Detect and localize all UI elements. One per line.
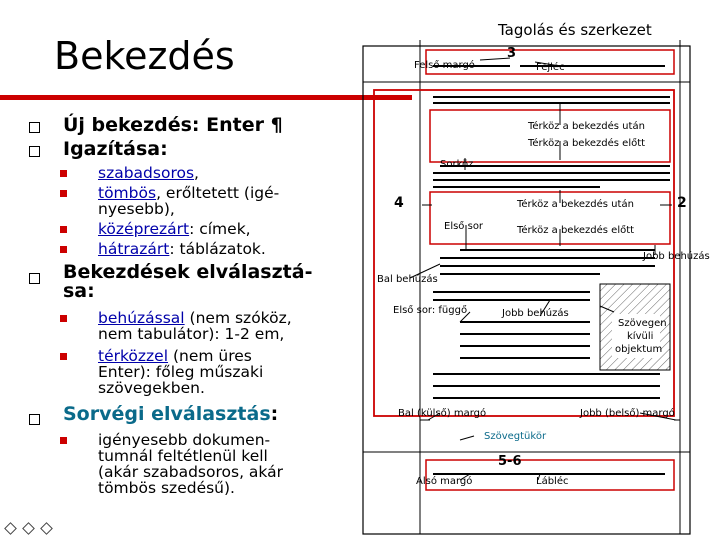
highlighted-term: hátrazárt bbox=[98, 240, 170, 258]
text-segment: , erőltetett (igé- bbox=[156, 184, 280, 202]
label-number-3: 3 bbox=[507, 46, 517, 61]
label-footer: Lábléc bbox=[536, 476, 569, 487]
text-segment: Bekezdések elválasztá- bbox=[63, 261, 313, 283]
highlighted-term: térközzel bbox=[98, 347, 169, 365]
text-segment: nyesebb), bbox=[98, 200, 175, 218]
label-left-margin: Bal (külső) margó bbox=[398, 408, 487, 419]
label-right-indent-2: Jobb behúzás bbox=[502, 308, 569, 319]
text-segment: (nem üres bbox=[168, 347, 252, 365]
text-segment: igényesebb dokumen- bbox=[98, 431, 271, 449]
text-segment: (akár szabadsoros, akár bbox=[98, 463, 284, 481]
text-segment: : táblázatok. bbox=[169, 240, 266, 258]
label-text-body: Szövegtükör bbox=[484, 431, 547, 442]
label-header: Fejléc bbox=[536, 62, 565, 73]
text-segment: Enter): főleg műszaki bbox=[98, 363, 264, 381]
highlighted-term: Sorvégi elválasztás bbox=[63, 403, 271, 425]
label-left-indent: Bal behúzás bbox=[377, 274, 438, 285]
label-external-object-1: Szövegen bbox=[618, 318, 667, 329]
text-segment: (nem szóköz, bbox=[184, 309, 292, 327]
text-segment: Igazítása: bbox=[63, 138, 168, 160]
spacing-box-1 bbox=[430, 110, 670, 162]
highlighted-term: középrezárt bbox=[98, 220, 190, 238]
label-bottom-margin: Alsó margó bbox=[416, 476, 473, 487]
text-segment: szövegekben. bbox=[98, 379, 205, 397]
label-right-indent-1: Jobb behúzás bbox=[643, 251, 710, 262]
highlighted-term: behúzással bbox=[98, 309, 185, 327]
highlighted-term: szabadsoros bbox=[98, 164, 195, 182]
label-hanging-first-line: Első sor: függő bbox=[393, 305, 468, 316]
text-segment: : címek, bbox=[189, 220, 251, 238]
text-segment: , bbox=[194, 164, 199, 182]
label-space-before-2: Térköz a bekezdés előtt bbox=[517, 225, 635, 236]
text-segment: sa: bbox=[63, 280, 95, 302]
label-space-before-1: Térköz a bekezdés előtt bbox=[528, 138, 646, 149]
label-space-after-2: Térköz a bekezdés után bbox=[517, 199, 634, 210]
text-segment: tumnál feltétlenül kell bbox=[98, 447, 268, 465]
label-number-5-6: 5-6 bbox=[498, 454, 522, 469]
label-number-4: 4 bbox=[394, 195, 404, 211]
label-top-margin: Felső margó bbox=[414, 60, 475, 71]
label-first-line: Első sor bbox=[444, 221, 484, 232]
label-right-margin: Jobb (belső) margó bbox=[580, 408, 675, 419]
text-segment: nem tabulátor): 1-2 em, bbox=[98, 325, 285, 343]
label-space-after-1: Térköz a bekezdés után bbox=[528, 121, 645, 132]
text-segment: : bbox=[270, 403, 279, 425]
diagram-heading: Tagolás és szerkezet bbox=[498, 21, 652, 39]
text-segment: Új bekezdés: Enter ¶ bbox=[63, 114, 283, 136]
label-line-spacing: Sorköz bbox=[440, 159, 474, 170]
label-external-object-2: kívüli bbox=[627, 331, 654, 342]
label-external-object-3: objektum bbox=[615, 344, 663, 355]
text-segment: tömbös szedésű). bbox=[98, 479, 235, 497]
label-number-2: 2 bbox=[677, 195, 687, 211]
highlighted-term: tömbös bbox=[98, 184, 157, 202]
slide-title: Bekezdés bbox=[54, 34, 235, 78]
